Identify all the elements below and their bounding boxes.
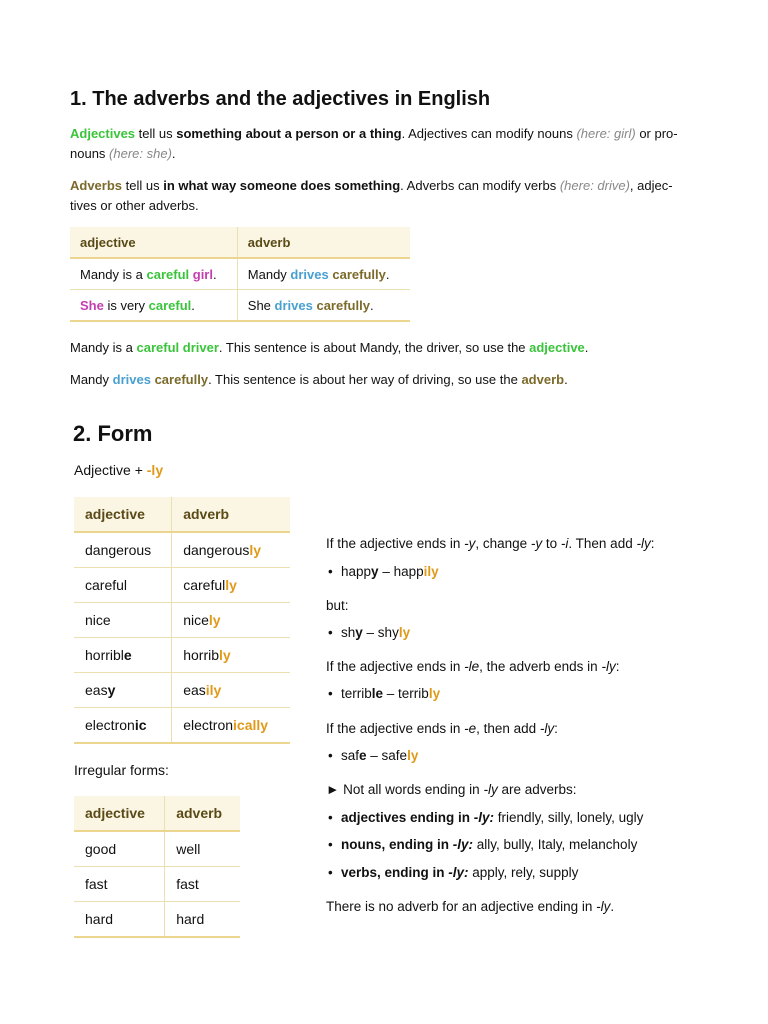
adverb-cell: easily bbox=[172, 673, 290, 708]
section2-title: 2. Form bbox=[73, 421, 153, 446]
col-header: adverb bbox=[165, 796, 240, 831]
term-adverbs: Adverbs bbox=[70, 178, 123, 193]
adverb-cell: fast bbox=[165, 867, 240, 902]
example-table bbox=[70, 227, 410, 322]
col-header: adverb bbox=[237, 227, 410, 258]
example-shy: • shy – shyly bbox=[328, 623, 410, 643]
adverb-cell: electronically bbox=[172, 708, 290, 744]
table-header-row bbox=[70, 227, 410, 258]
adjective-cell: good bbox=[74, 831, 165, 867]
adjectives-paragraph: Adjectives tell us something about a person or a thing. Adjectives can modify nouns (here: girl) or pro- nouns (here: she). bbox=[70, 126, 678, 161]
adjective-cell: nice bbox=[74, 603, 172, 638]
example-terrible: • terrible – terribly bbox=[328, 684, 440, 704]
col-header: adjective bbox=[74, 497, 172, 532]
table-cell: Mandy drives carefully. bbox=[237, 258, 410, 290]
form-subtitle: Adjective + -ly bbox=[74, 462, 164, 478]
adjective-cell: horrible bbox=[74, 638, 172, 673]
adverb-example-paragraph: Mandy drives carefully. This sentence is about her way of driving, so use the adverb. bbox=[70, 372, 568, 387]
table-row bbox=[74, 568, 290, 603]
adjective-cell: electronic bbox=[74, 708, 172, 744]
rule-y: If the adjective ends in -y, change -y to -i. Then add -ly: bbox=[326, 536, 655, 551]
table-row bbox=[74, 638, 290, 673]
table-cell: Mandy is a careful girl. bbox=[70, 258, 237, 290]
irregular-forms-label: Irregular forms: bbox=[74, 762, 169, 778]
list-adjectives-ly: • adjectives ending in -ly: friendly, silly, lonely, ugly bbox=[328, 808, 643, 828]
list-verbs-ly: • verbs, ending in -ly: apply, rely, supply bbox=[328, 863, 578, 883]
adjective-cell: dangerous bbox=[74, 532, 172, 568]
table-row bbox=[74, 532, 290, 568]
example-happy: • happy – happily bbox=[328, 562, 439, 582]
adverb-cell: hard bbox=[165, 902, 240, 938]
rule-le: If the adjective ends in -le, the adverb ends in -ly: bbox=[326, 659, 620, 674]
table-row bbox=[74, 603, 290, 638]
example-safe: • safe – safely bbox=[328, 746, 418, 766]
adverb-cell: horribly bbox=[172, 638, 290, 673]
table-row bbox=[74, 867, 240, 902]
table-row bbox=[74, 673, 290, 708]
no-adverb-note: There is no adverb for an adjective ending in -ly. bbox=[326, 899, 615, 914]
adjective-cell: easy bbox=[74, 673, 172, 708]
table-row bbox=[74, 902, 240, 938]
table-header-row bbox=[74, 796, 240, 831]
table-header-row bbox=[74, 497, 290, 532]
adverbs-paragraph: Adverbs tell us in what way someone does something. Adverbs can modify verbs (here: drive), adjec- tives or other adverbs. bbox=[70, 178, 673, 213]
adjective-cell: careful bbox=[74, 568, 172, 603]
adverb-cell: well bbox=[165, 831, 240, 867]
table-cell: She is very careful. bbox=[70, 290, 237, 322]
table-row bbox=[74, 708, 290, 744]
table-cell: She drives carefully. bbox=[237, 290, 410, 322]
form-table bbox=[74, 497, 290, 744]
section1-title: 1. The adverbs and the adjectives in English bbox=[70, 88, 491, 110]
adverb-cell: carefully bbox=[172, 568, 290, 603]
rule-e: If the adjective ends in -e, then add -ly: bbox=[326, 721, 558, 736]
irregular-table bbox=[74, 796, 240, 938]
term-adjectives: Adjectives bbox=[70, 126, 136, 141]
adjective-cell: fast bbox=[74, 867, 165, 902]
adjective-example-paragraph: Mandy is a careful driver. This sentence is about Mandy, the driver, so use the adjective. bbox=[70, 340, 589, 355]
adverb-cell: dangerously bbox=[172, 532, 290, 568]
col-header: adjective bbox=[70, 227, 237, 258]
table-row bbox=[74, 831, 240, 867]
list-nouns-ly: • nouns, ending in -ly: ally, bully, Italy, melancholy bbox=[328, 835, 637, 855]
but-label: but: bbox=[326, 598, 349, 613]
not-all-note: ► Not all words ending in -ly are adverbs: bbox=[326, 782, 577, 797]
table-row bbox=[70, 258, 410, 290]
adverb-cell: nicely bbox=[172, 603, 290, 638]
col-header: adverb bbox=[172, 497, 290, 532]
adjective-cell: hard bbox=[74, 902, 165, 938]
table-row bbox=[70, 290, 410, 322]
col-header: adjective bbox=[74, 796, 165, 831]
